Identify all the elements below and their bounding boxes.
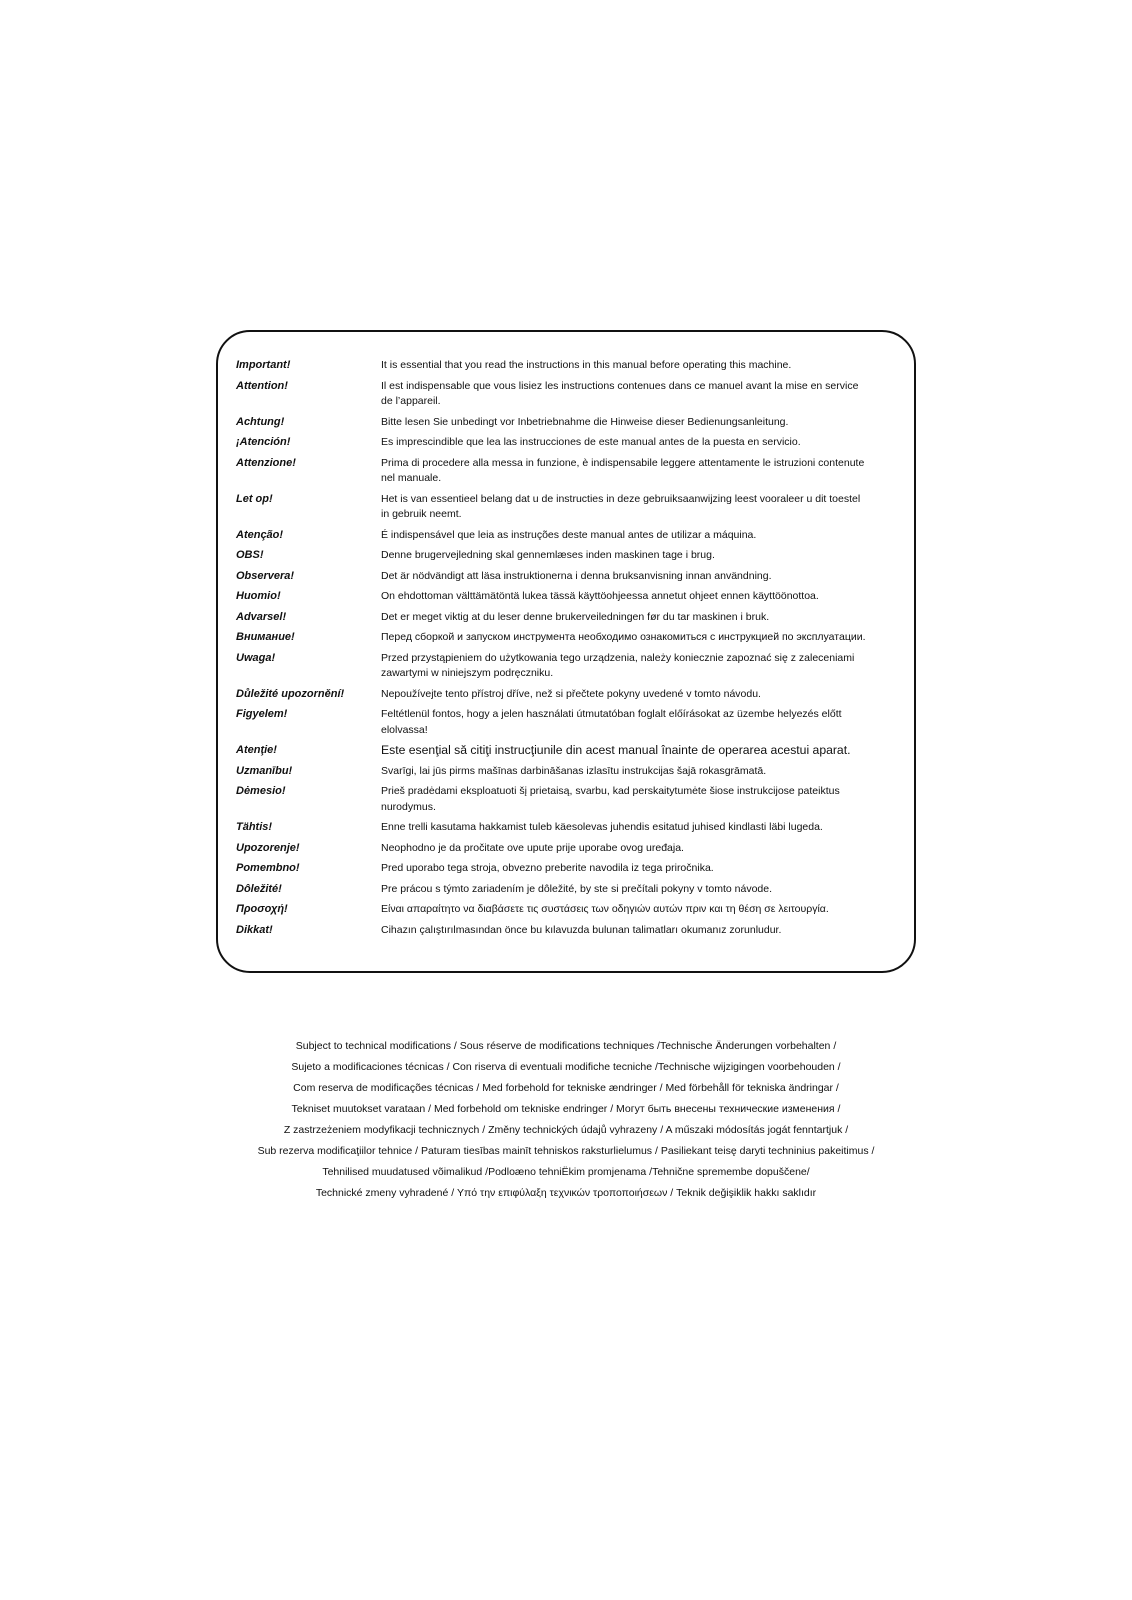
notice-text: Pred uporabo tega stroja, obvezno preberite navodila iz tega priročnika. [381, 862, 714, 874]
notice-label: Tähtis! [236, 821, 273, 833]
notice-text: Przed przystąpieniem do użytkowania tego urządzenia, należy koniecznie zapoznać się z zaleceniami zawartymi w niniejszym podręczniku. [381, 651, 855, 679]
notice-label: Achtung! [236, 415, 285, 428]
notice-row-demesio [236, 784, 906, 815]
notice-row-atentie [236, 743, 906, 759]
technical-modifications-footer [150, 1036, 982, 1204]
notice-row-vnimanie [236, 630, 906, 646]
notice-label: Attenzione! [236, 456, 296, 469]
notice-label: OBS! [236, 549, 264, 561]
notice-text: It is essential that you read the instructions in this manual before operating this machine. [381, 359, 792, 371]
footer-line: Tekniset muutokset varataan / Med forbehold om tekniske endringer / Могут быть внесены технические изменения / [291, 1103, 841, 1115]
notice-row-dulezite-upozorneni [236, 687, 906, 703]
notice-text: Il est indispensable que vous lisiez les instructions contenues dans ce manuel avant la mise en service de l’appareil. [381, 379, 859, 407]
notice-text: Neophodno je da pročitate ove upute prije uporabe ovog uređaja. [381, 841, 684, 854]
notice-text: Bitte lesen Sie unbedingt vor Inbetriebnahme die Hinweise dieser Bedienungsanleitung. [381, 415, 789, 428]
notice-label: Důležité upozornění! [236, 687, 345, 700]
notice-label: Atenção! [236, 528, 284, 541]
notice-row-let-op [236, 492, 906, 523]
notice-label: Figyelem! [236, 708, 288, 720]
notice-text: Det er meget viktig at du leser denne brukerveiledningen før du tar maskinen i bruk. [381, 610, 770, 623]
notice-text: Είναι απαραίτητο να διαβάσετε τις συστάσεις των οδηγιών αυτών πριν και τη θέση σε λειτουργία. [381, 903, 829, 915]
notice-row-attenzione [236, 456, 906, 487]
notice-text: Enne trelli kasutama hakkamist tuleb käesolevas juhendis esitatud juhised kindlasti läbi lugeda. [381, 821, 823, 833]
notice-label: Pomembno! [236, 862, 300, 874]
notice-row-uzmanibu [236, 764, 906, 780]
notice-text: É indispensável que leia as instruções deste manual antes de utilizar a máquina. [381, 528, 757, 541]
notice-label: Important! [236, 359, 291, 371]
footer-line: Com reserva de modificações técnicas / Med forbehold for tekniske ændringer / Med förbehåll för tekniska ändringar / [293, 1082, 839, 1094]
notice-label: Внимание! [236, 631, 295, 643]
footer-line: Technické zmeny vyhradené / Υπό την επιφύλαξη τεχνικών τροποποιήσεων / Teknik değişiklik hakkı saklıdır [315, 1187, 817, 1199]
notice-row-important [236, 358, 906, 374]
important-notice-box [216, 330, 916, 973]
notice-row-atencao [236, 528, 906, 544]
notice-row-advarsel [236, 610, 906, 626]
notice-text: Перед сборкой и запуском инструмента необходимо ознакомиться с инструкцией по эксплуатации. [381, 631, 866, 643]
notice-text: Nepoužívejte tento přístroj dříve, než si přečtete pokyny uvedené v tomto návodu. [381, 687, 761, 700]
notice-row-pomembno [236, 861, 906, 877]
notice-row-upozorenje [236, 841, 906, 857]
notice-label: Observera! [236, 569, 295, 582]
notice-text: Prima di procedere alla messa in funzione, è indispensabile leggere attentamente le istruzioni contenute nel manuale. [381, 456, 865, 484]
notice-label: Uzmanību! [236, 764, 293, 777]
notice-label: Dôležité! [236, 882, 282, 895]
notice-label: Uwaga! [236, 651, 276, 664]
notice-text: Prieš pradėdami eksploatuoti šį prietaisą, svarbu, kad perskaitytumėte šiose instrukcijose pateiktus nurodymus. [381, 785, 840, 813]
notice-row-obs [236, 548, 906, 564]
notice-label: Dėmesio! [236, 785, 286, 797]
footer-line: Sujeto a modificaciones técnicas / Con riserva di eventuali modifiche tecniche /Technische wijzigingen voorbehouden / [291, 1061, 841, 1073]
notice-text: Denne brugervejledning skal gennemlæses inden maskinen tage i brug. [381, 549, 715, 561]
notice-row-huomio [236, 589, 906, 605]
notice-row-figyelem [236, 707, 906, 738]
notice-row-uwaga [236, 651, 906, 682]
notice-label: Let op! [236, 492, 273, 505]
notice-row-atencion [236, 435, 906, 451]
notice-text: Het is van essentieel belang dat u de instructies in deze gebruiksaanwijzing leest vooraleer u dit toestel in gebruik neemt. [381, 492, 861, 520]
notice-text: Det är nödvändigt att läsa instruktionerna i denna bruksanvisning innan användning. [381, 569, 772, 582]
notice-row-tahtis [236, 820, 906, 836]
notice-text: Este esenţial să citiţi instrucţiunile din acest manual înainte de operarea acestui aparat. [381, 743, 851, 757]
footer-line: Sub rezerva modificaţiilor tehnice / Paturam tiesības mainīt tehniskos raksturlielumus / Pasiliekant teisę daryti techninius pakeitimus / [257, 1145, 875, 1157]
notice-row-attention [236, 379, 906, 410]
notice-text: On ehdottoman välttämätöntä lukea tässä käyttöohjeessa annetut ohjeet ennen käyttöönottoa. [381, 590, 819, 602]
notice-row-dolezite [236, 882, 906, 898]
notice-text: Svarīgi, lai jūs pirms mašīnas darbināšanas izlasītu instrukcijas šajā rokasgrāmatā. [381, 764, 767, 777]
notice-row-prosochi [236, 902, 906, 918]
footer-line: Tehnilised muudatused võimalikud /Podloæno tehniËkim promjenama /Tehnične spremembe dopuščene/ [322, 1166, 810, 1178]
notice-text: Es imprescindible que lea las instrucciones de este manual antes de la puesta en servicio. [381, 436, 801, 448]
notice-label: Huomio! [236, 590, 281, 602]
notice-text: Cihazın çalıştırılmasından önce bu kılavuzda bulunan talimatları okumanız zorunludur. [381, 923, 782, 936]
notice-text: Pre prácou s týmto zariadením je dôležité, by ste si prečítali pokyny v tomto návode. [381, 882, 773, 895]
notice-row-dikkat [236, 923, 906, 939]
footer-line: Z zastrzeżeniem modyfikacji technicznych / Změny technických údajů vyhrazeny / A műszaki módosítás jogát fenntartjuk / [283, 1124, 849, 1136]
notice-label: Atenţie! [236, 744, 277, 756]
notice-label: Attention! [236, 379, 288, 392]
notice-label: Προσοχή! [236, 903, 288, 915]
notice-row-observera [236, 569, 906, 585]
notice-label: Advarsel! [236, 610, 287, 623]
notice-text: Feltétlenül fontos, hogy a jelen használati útmutatóban foglalt előírásokat az üzembe helyezés előtt elolvassa! [381, 708, 842, 736]
notice-label: ¡Atención! [236, 436, 291, 448]
notice-label: Upozorenje! [236, 841, 300, 854]
notice-label: Dikkat! [236, 923, 273, 936]
notice-row-achtung [236, 415, 906, 431]
footer-line: Subject to technical modifications / Sous réserve de modifications techniques /Technische Änderungen vorbehalten / [295, 1040, 837, 1052]
